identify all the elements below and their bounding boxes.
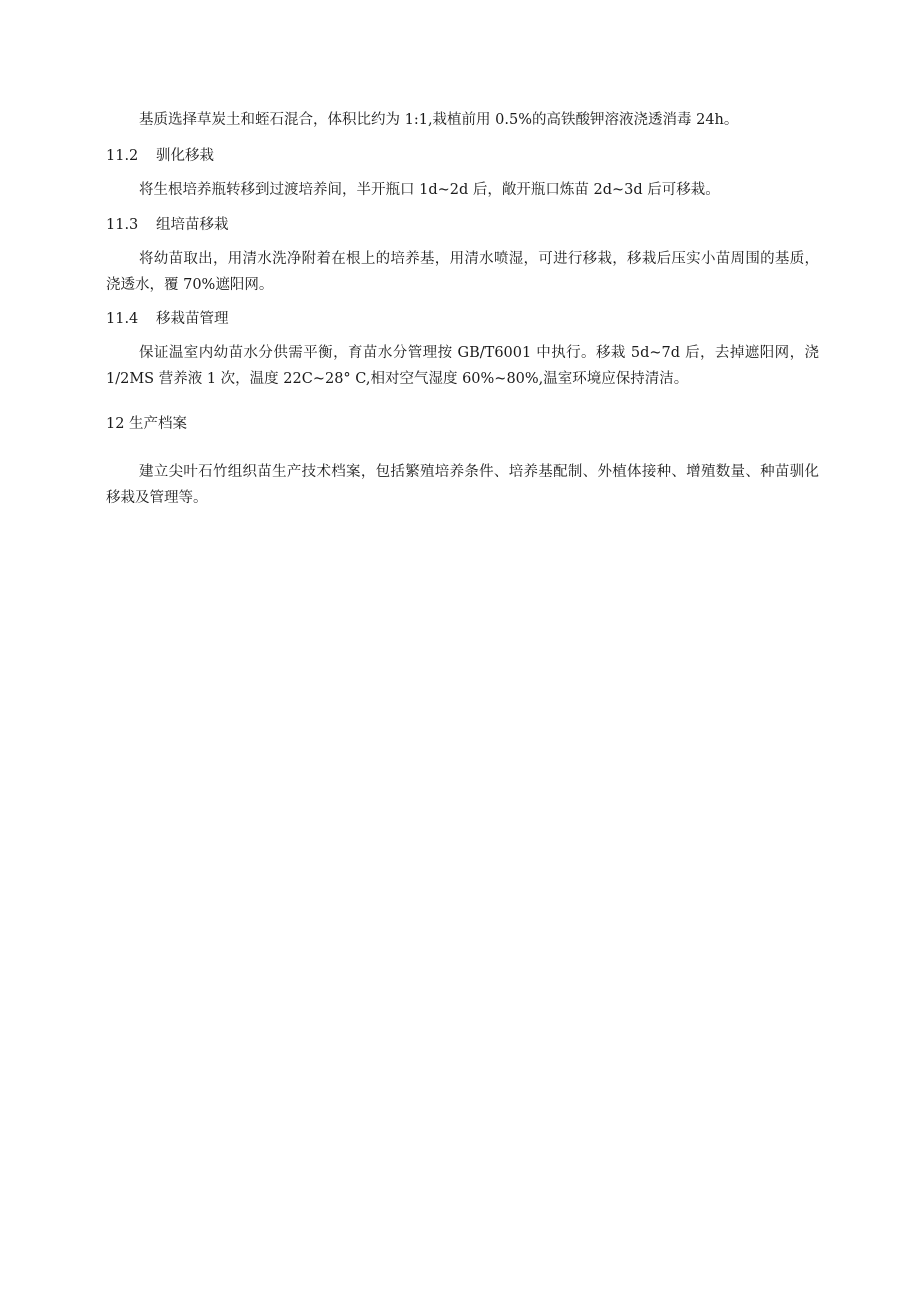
heading-title: 组培苗移栽 xyxy=(156,217,229,233)
paragraph-seedling-management: 保证温室内幼苗水分供需平衡，育苗水分管理按 GB/T6001 中执行。移栽 5d~7d 后，去掉遮阳网，浇 1/2MS 营养液 1 次，温度 22C~28° C,相对空气湿度 60%~80%,温室环境应保持清洁。 xyxy=(106,345,819,387)
heading-11-4 xyxy=(106,309,229,329)
heading-number: 11.2 xyxy=(106,148,139,164)
paragraph-transplanting: 将幼苗取出，用清水洗净附着在根上的培养基，用清水喷湿，可进行移栽，移栽后压实小苗周围的基质，浇透水，覆 70%遮阳网。 xyxy=(106,251,819,293)
heading-number: 11.3 xyxy=(106,217,139,233)
paragraph-acclimatization: 将生根培养瓶转移到过渡培养间，半开瓶口 1d~2d 后，敞开瓶口炼苗 2d~3d 后可移栽。 xyxy=(139,182,720,198)
heading-12: 12 生产档案 xyxy=(106,416,188,432)
paragraph-substrate: 基质选择草炭土和蛭石混合，体积比约为 1:1,栽植前用 0.5%的高铁酸钾溶液浇透消毒 24h。 xyxy=(139,112,739,128)
heading-title: 驯化移栽 xyxy=(156,148,214,164)
heading-number: 11.4 xyxy=(106,311,139,327)
heading-title: 移栽苗管理 xyxy=(156,311,229,327)
heading-11-3 xyxy=(106,215,229,235)
paragraph-production-records: 建立尖叶石竹组织苗生产技术档案，包括繁殖培养条件、培养基配制、外植体接种、增殖数量、种苗驯化移栽及管理等。 xyxy=(106,464,819,506)
heading-11-2 xyxy=(106,146,214,166)
